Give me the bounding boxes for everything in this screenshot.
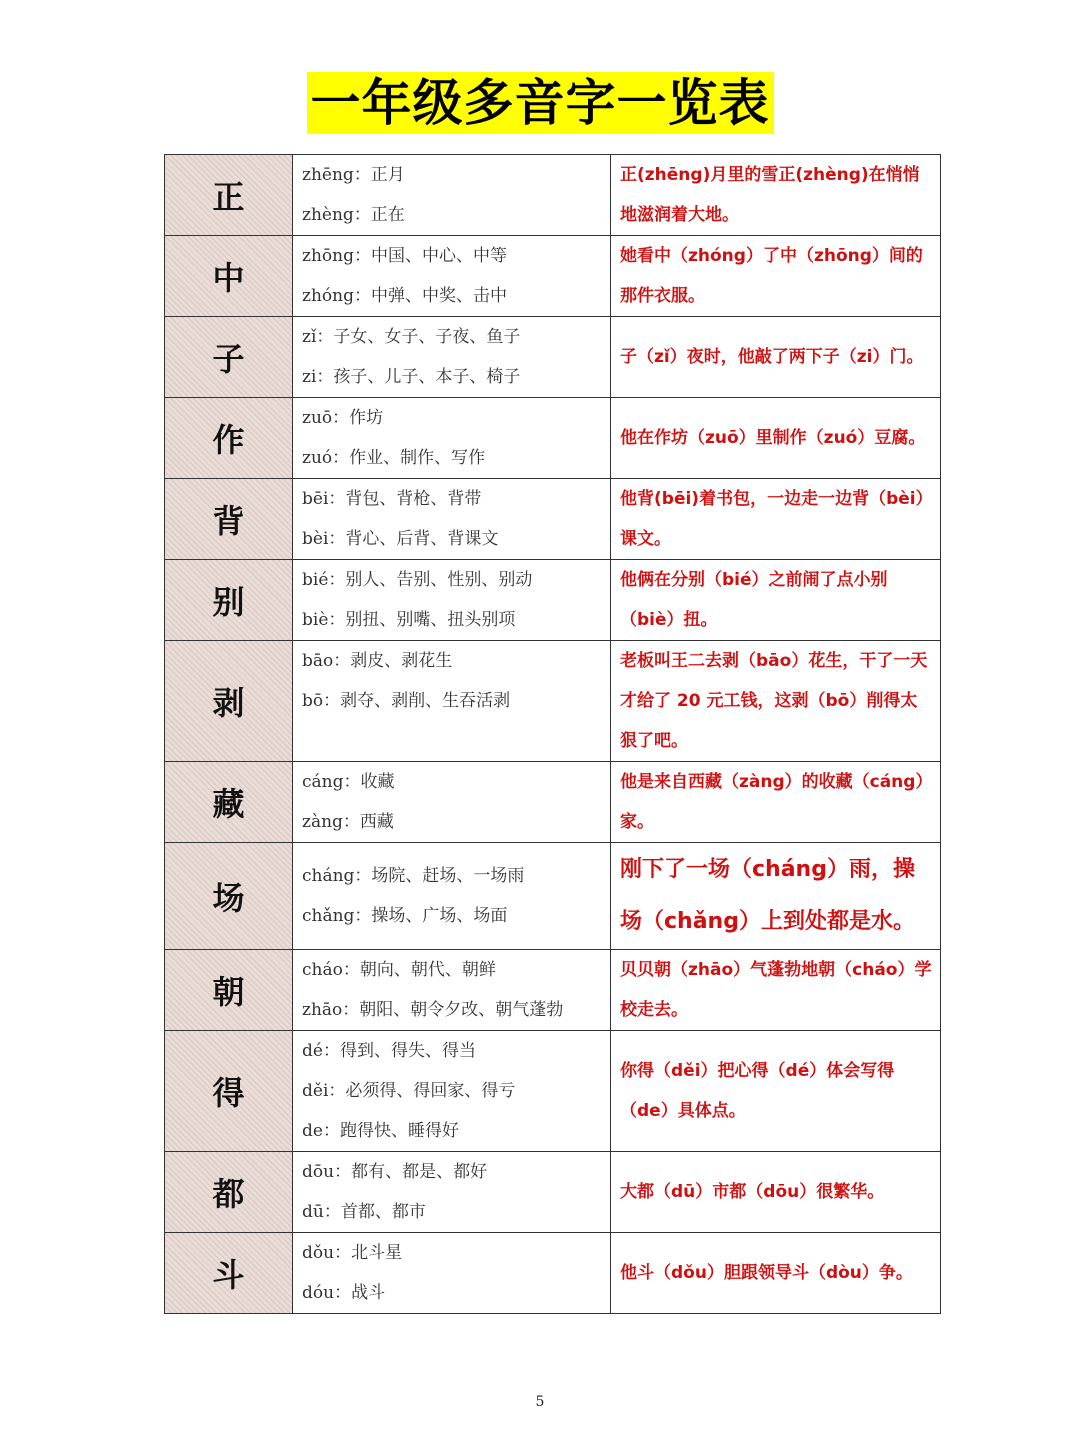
example-sentence: 子（zǐ）夜时，他敲了两下子（zi）门。 bbox=[611, 317, 941, 398]
reading-line: dǒu：北斗星 bbox=[302, 1243, 403, 1263]
reading-line: cháo：朝向、朝代、朝鲜 bbox=[302, 960, 496, 980]
character-cell: 场 bbox=[165, 843, 293, 950]
reading-line: bèi：背心、后背、背课文 bbox=[302, 529, 499, 549]
character-cell: 别 bbox=[165, 560, 293, 641]
readings-cell bbox=[293, 950, 611, 1031]
table-row bbox=[165, 762, 941, 843]
reading-line: bēi：背包、背枪、背带 bbox=[302, 489, 482, 509]
readings-cell bbox=[293, 317, 611, 398]
readings-cell bbox=[293, 1031, 611, 1152]
readings-cell bbox=[293, 236, 611, 317]
example-sentence: 他背(bēi)着书包，一边走一边背（bèi）课文。 bbox=[611, 479, 941, 560]
reading-line: dóu：战斗 bbox=[302, 1283, 386, 1303]
reading-line: dōu：都有、都是、都好 bbox=[302, 1162, 488, 1182]
table-row bbox=[165, 560, 941, 641]
reading-line: zǐ：子女、女子、子夜、鱼子 bbox=[302, 327, 521, 347]
reading-line: chǎng：操场、广场、场面 bbox=[302, 906, 508, 926]
table-row bbox=[165, 950, 941, 1031]
example-sentence: 正(zhēng)月里的雪正(zhèng)在悄悄地滋润着大地。 bbox=[611, 155, 941, 236]
character-cell: 中 bbox=[165, 236, 293, 317]
reading-line: biè：别扭、别嘴、扭头别项 bbox=[302, 610, 516, 630]
reading-line: cáng：收藏 bbox=[302, 772, 395, 792]
character-cell: 朝 bbox=[165, 950, 293, 1031]
table-row bbox=[165, 155, 941, 236]
example-sentence: 他在作坊（zuō）里制作（zuó）豆腐。 bbox=[611, 398, 941, 479]
reading-line: děi：必须得、得回家、得亏 bbox=[302, 1081, 516, 1101]
table-row bbox=[165, 236, 941, 317]
reading-line: cháng：场院、赶场、一场雨 bbox=[302, 866, 525, 886]
character-cell: 藏 bbox=[165, 762, 293, 843]
reading-line: bō：剥夺、剥削、生吞活剥 bbox=[302, 691, 511, 711]
reading-line: bāo：剥皮、剥花生 bbox=[302, 651, 453, 671]
character-cell: 都 bbox=[165, 1152, 293, 1233]
readings-cell bbox=[293, 641, 611, 762]
example-sentence: 刚下了一场（cháng）雨，操场（chǎng）上到处都是水。 bbox=[611, 843, 941, 950]
table-row bbox=[165, 317, 941, 398]
readings-cell bbox=[293, 1233, 611, 1314]
table-row bbox=[165, 398, 941, 479]
readings-cell bbox=[293, 843, 611, 950]
example-sentence: 他斗（dǒu）胆跟领导斗（dòu）争。 bbox=[611, 1233, 941, 1314]
example-sentence: 老板叫王二去剥（bāo）花生，干了一天才给了 20 元工钱，这剥（bō）削得太狠了吧。 bbox=[611, 641, 941, 762]
readings-cell bbox=[293, 762, 611, 843]
reading-line: zi：孩子、儿子、本子、椅子 bbox=[302, 367, 521, 387]
page-number: 5 bbox=[535, 1394, 545, 1410]
reading-line: zhóng：中弹、中奖、击中 bbox=[302, 286, 507, 306]
polyphone-table bbox=[164, 154, 941, 1314]
character-cell: 得 bbox=[165, 1031, 293, 1152]
reading-line: dū：首都、都市 bbox=[302, 1202, 426, 1222]
table-row bbox=[165, 1031, 941, 1152]
reading-line: bié：别人、告别、性别、别动 bbox=[302, 570, 533, 590]
example-sentence: 大都（dū）市都（dōu）很繁华。 bbox=[611, 1152, 941, 1233]
example-sentence: 她看中（zhóng）了中（zhōng）间的那件衣服。 bbox=[611, 236, 941, 317]
table-row bbox=[165, 641, 941, 762]
character-cell: 斗 bbox=[165, 1233, 293, 1314]
page-title: 一年级多音字一览表 bbox=[307, 72, 774, 134]
example-sentence: 你得（děi）把心得（dé）体会写得（de）具体点。 bbox=[611, 1031, 941, 1152]
reading-line: zhōng：中国、中心、中等 bbox=[302, 246, 507, 266]
table-row bbox=[165, 843, 941, 950]
table-row bbox=[165, 1152, 941, 1233]
character-cell: 剥 bbox=[165, 641, 293, 762]
table-row bbox=[165, 479, 941, 560]
reading-line: zuō：作坊 bbox=[302, 408, 384, 428]
reading-line: dé：得到、得失、得当 bbox=[302, 1041, 476, 1061]
character-cell: 背 bbox=[165, 479, 293, 560]
readings-cell bbox=[293, 155, 611, 236]
reading-line: zhāo：朝阳、朝令夕改、朝气蓬勃 bbox=[302, 1000, 564, 1020]
example-sentence: 他俩在分别（bié）之前闹了点小别（biè）扭。 bbox=[611, 560, 941, 641]
reading-line: zuó：作业、制作、写作 bbox=[302, 448, 486, 468]
table-row bbox=[165, 1233, 941, 1314]
character-cell: 正 bbox=[165, 155, 293, 236]
readings-cell bbox=[293, 479, 611, 560]
reading-line: zhēng：正月 bbox=[302, 165, 405, 185]
reading-line: zàng：西藏 bbox=[302, 812, 394, 832]
example-sentence: 他是来自西藏（zàng）的收藏（cáng）家。 bbox=[611, 762, 941, 843]
character-cell: 作 bbox=[165, 398, 293, 479]
reading-line: de：跑得快、睡得好 bbox=[302, 1121, 459, 1141]
reading-line: zhèng：正在 bbox=[302, 205, 405, 225]
example-sentence: 贝贝朝（zhāo）气蓬勃地朝（cháo）学校走去。 bbox=[611, 950, 941, 1031]
character-cell: 子 bbox=[165, 317, 293, 398]
readings-cell bbox=[293, 560, 611, 641]
readings-cell bbox=[293, 398, 611, 479]
title-wrapper bbox=[0, 72, 1080, 134]
readings-cell bbox=[293, 1152, 611, 1233]
